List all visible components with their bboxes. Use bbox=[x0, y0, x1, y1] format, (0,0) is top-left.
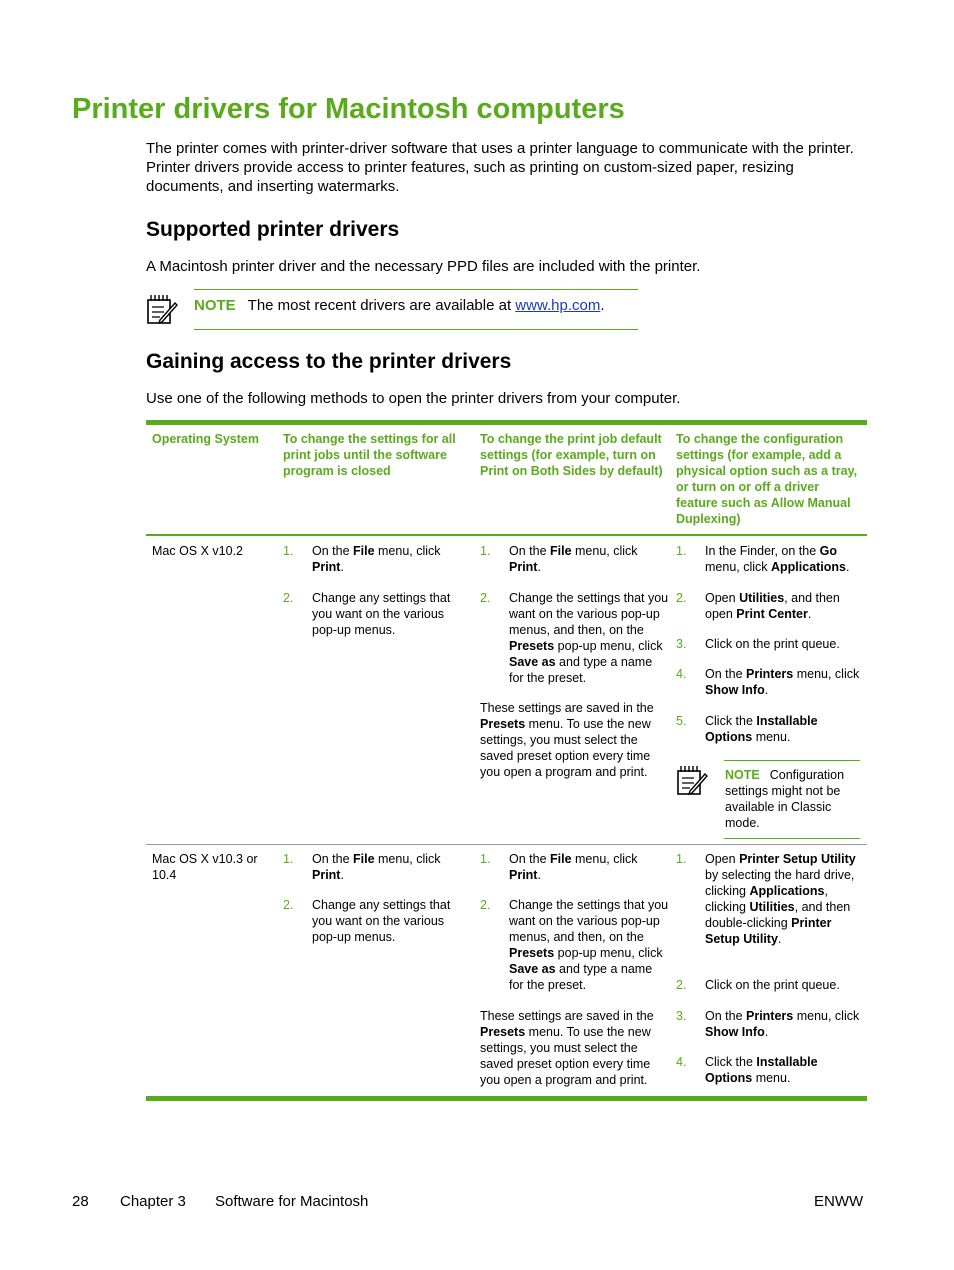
note-text bbox=[194, 296, 605, 315]
header-default-settings: To change the print job default settings (for example, turn on Print on Both Sides by default) bbox=[480, 432, 663, 478]
os-v10-3: Mac OS X v10.3 or 10.4 bbox=[152, 852, 258, 882]
configuration-note bbox=[676, 760, 866, 840]
page-title: Printer drivers for Macintosh computers bbox=[72, 93, 625, 125]
gaining-access-heading: Gaining access to the printer drivers bbox=[146, 350, 512, 373]
footer-chapter: Chapter 3 bbox=[120, 1193, 186, 1210]
supported-drivers-heading: Supported printer drivers bbox=[146, 218, 400, 241]
os-v10-2: Mac OS X v10.2 bbox=[152, 544, 244, 558]
supported-drivers-text: A Macintosh printer driver and the necessary PPD files are included with the printer. bbox=[146, 258, 701, 275]
header-settings-all-jobs: To change the settings for all print jobs until the software program is closed bbox=[283, 432, 456, 478]
driver-access-table: Operating System To change the settings for all print jobs until the software program is closed To change the print job default settings (for example, turn on Print on Both Sides by default) To change the configuration settings (for example, add a physical option such as a tray, or turn on or off a driver feature such as Allow Manual Duplexing) Mac OS X v10.2 1. On the File menu, click Print. 2. Change any settings that you want on the various pop-up menus. 1. On the File menu, click Print. 2. Change the settings that you want on the various pop-up menus, and then, on the Presets pop-up menu, click Save as and type a name for the preset. These settings are saved in the Presets menu. To use the new settings, you must select the saved preset option every time you open a program and print. 1. In the Finder, on the Go menu, click Applications. 2. Open Utilities, and then open Print Center. 3. Click on the print queue. 4. On the Printers menu, click Show Info. 5. Click the Installable Options menu. NOTE Configuration settings might not be available in Classic mode. Mac OS X v10.3 or 10.4 1. On the File menu, click Print. 2. Change any settings that you want on the various pop-up menus. 1. On the File menu, click Print. 2. Change the settings that you want on the various pop-up menus, and then, on the Presets pop-up menu, click Save as and type a name for the preset. These settings are saved in the Presets menu. To use the new settings, you must select the saved preset option every time you open a program and print. 1. Open Printer Setup Utility by selecting the hard drive, clicking Applications, clicking Utilities, and then double-clicking Printer Setup Utility. 2. Click on the print queue. 3. On the Printers menu, click Show Info. 4. Click the Installable Options menu. bbox=[146, 420, 867, 1101]
note-period: . bbox=[600, 297, 605, 314]
note-label: NOTE bbox=[725, 768, 760, 782]
note-box bbox=[146, 289, 638, 331]
note-message: Configuration settings might not be available in Classic mode. bbox=[725, 768, 845, 830]
hp-link[interactable]: www.hp.com bbox=[515, 297, 601, 314]
header-os: Operating System bbox=[152, 432, 259, 446]
footer-page-number: 28 bbox=[72, 1193, 89, 1210]
note-message: The most recent drivers are available at bbox=[247, 297, 516, 314]
header-configuration: To change the configuration settings (for example, add a physical option such as a tray, or turn on or off a driver feature such as Allow Manual Duplexing) bbox=[676, 432, 858, 526]
footer-chapter-title: Software for Macintosh bbox=[215, 1193, 369, 1210]
presets-note: These settings are saved in the Presets menu. To use the new settings, you must select the saved preset option every time you open a program and print. bbox=[480, 701, 654, 779]
note-icon bbox=[676, 764, 708, 796]
footer-right: ENWW bbox=[814, 1193, 864, 1210]
note-icon bbox=[146, 293, 178, 325]
intro-paragraph: The printer comes with printer-driver software that uses a printer language to communicate with the printer. Printer drivers provide access to printer features, such as printing on custom-sized paper, resizing documents, and inserting watermarks. bbox=[146, 140, 854, 195]
note-label: NOTE bbox=[194, 297, 236, 314]
presets-note: These settings are saved in the Presets menu. To use the new settings, you must select the saved preset option every time you open a program and print. bbox=[480, 1009, 654, 1087]
gaining-access-text: Use one of the following methods to open the printer drivers from your computer. bbox=[146, 390, 681, 407]
